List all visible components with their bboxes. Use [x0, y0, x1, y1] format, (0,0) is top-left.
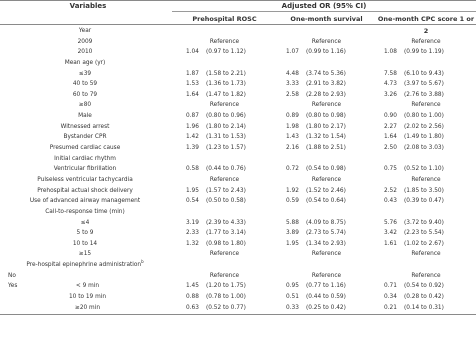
odds-ratio-value: 2.50 — [384, 145, 397, 152]
confidence-interval: (1.23 to 1.57) — [206, 145, 246, 152]
row-label-text: Pre-hospital epinephrine administration — [26, 262, 142, 269]
footnote-marker: b — [141, 259, 144, 265]
row-sublabel: ≥20 min — [74, 304, 100, 311]
confidence-interval: (0.28 to 0.42) — [404, 294, 444, 301]
row-label-text: Presumed cardiac cause — [49, 145, 121, 152]
odds-ratio-value: 1.07 — [286, 49, 299, 56]
odds-ratio-value: 2.58 — [286, 91, 299, 98]
row-label — [0, 79, 170, 90]
confidence-interval: (1.02 to 2.67) — [404, 240, 444, 247]
confidence-interval: (1.80 to 2.14) — [206, 123, 246, 130]
row-label — [0, 37, 170, 48]
confidence-interval: (0.54 to 0.98) — [306, 166, 346, 173]
confidence-interval: (1.57 to 2.43) — [206, 187, 246, 194]
row-label — [0, 239, 170, 250]
header-span-rule — [172, 11, 476, 12]
row-label-text: 5 to 9 — [76, 230, 94, 237]
confidence-interval: (2.28 to 2.93) — [306, 91, 346, 98]
confidence-interval: (3.74 to 5.36) — [306, 70, 346, 77]
table-row — [0, 132, 476, 143]
confidence-interval: (0.39 to 0.47) — [404, 198, 444, 205]
adjusted-or-header: Adjusted OR (95% CI) — [281, 2, 367, 10]
row-label-text: Male — [78, 113, 92, 120]
confidence-interval: (0.80 to 0.98) — [306, 113, 346, 120]
row-label-text: Ventricular fibrillation — [53, 166, 117, 173]
table-row — [0, 111, 476, 122]
confidence-interval: (2.02 to 2.56) — [404, 123, 444, 130]
odds-ratio-value: 1.98 — [286, 123, 299, 130]
confidence-interval: (2.73 to 5.74) — [306, 230, 346, 237]
odds-ratio-value: 2.27 — [384, 123, 397, 130]
confidence-interval: (1.34 to 2.93) — [306, 240, 346, 247]
confidence-interval: (2.23 to 5.54) — [404, 230, 444, 237]
row-label-text: 2009 — [77, 38, 93, 45]
table-row — [0, 249, 476, 260]
row-sublabel: < 9 min — [75, 283, 100, 290]
odds-ratio-value: 0.51 — [286, 294, 299, 301]
odds-ratio-value: 2.52 — [384, 187, 397, 194]
header-bottom-rule — [0, 24, 476, 25]
confidence-interval: (0.44 to 0.76) — [206, 166, 246, 173]
row-label — [0, 26, 170, 37]
table-row — [0, 26, 476, 37]
reference-label: Reference — [311, 176, 342, 183]
confidence-interval: (0.52 to 0.77) — [206, 304, 246, 311]
table-row — [0, 79, 476, 90]
reference-label: Reference — [209, 176, 240, 183]
odds-ratio-value: 1.04 — [186, 49, 199, 56]
confidence-interval: (1.36 to 1.73) — [206, 81, 246, 88]
row-label — [0, 143, 170, 154]
odds-ratio-value: 3.33 — [286, 81, 299, 88]
reference-label: Reference — [311, 251, 342, 258]
row-label — [0, 175, 170, 186]
row-label — [0, 249, 170, 260]
col-header-rosc: Prehospital ROSC — [192, 15, 257, 23]
table-row — [0, 164, 476, 175]
confidence-interval: (0.78 to 1.00) — [206, 294, 246, 301]
reference-label: Reference — [311, 272, 342, 279]
col-header-survival: One-month survival — [290, 15, 363, 23]
confidence-interval: (0.97 to 1.12) — [206, 49, 246, 56]
odds-ratio-value: 1.08 — [384, 49, 397, 56]
row-label-text: Mean age (yr) — [64, 59, 106, 66]
odds-ratio-value: 0.63 — [186, 304, 199, 311]
header-row-1 — [0, 1, 476, 12]
odds-ratio-value: 0.90 — [384, 113, 397, 120]
table-row — [0, 271, 476, 282]
odds-ratio-value: 1.92 — [286, 187, 299, 194]
row-label — [0, 122, 170, 133]
table-row — [0, 292, 476, 303]
confidence-interval: (2.08 to 3.03) — [404, 145, 444, 152]
odds-ratio-value: 1.53 — [186, 81, 199, 88]
odds-ratio-value: 2.16 — [286, 145, 299, 152]
odds-ratio-value: 1.61 — [384, 240, 397, 247]
odds-ratio-value: 0.75 — [384, 166, 397, 173]
reference-label: Reference — [411, 176, 441, 183]
confidence-interval: (0.25 to 0.42) — [306, 304, 346, 311]
odds-ratio-value: 1.39 — [186, 145, 199, 152]
row-label-text: Year — [78, 28, 92, 34]
row-label: No — [8, 272, 16, 279]
row-label — [0, 58, 170, 69]
table-row — [0, 58, 476, 69]
odds-ratio-value: 1.32 — [186, 240, 199, 247]
row-label-text: ≥15 — [78, 251, 92, 258]
odds-ratio-value: 0.71 — [384, 283, 397, 290]
row-label — [0, 111, 170, 122]
odds-ratio-value: 1.64 — [186, 91, 199, 98]
confidence-interval: (0.99 to 1.16) — [306, 49, 346, 56]
table-row — [0, 281, 476, 292]
reference-label: Reference — [411, 272, 441, 279]
reference-label: Reference — [411, 102, 441, 109]
confidence-interval: (1.58 to 2.21) — [206, 70, 246, 77]
table-row — [0, 143, 476, 154]
row-label — [0, 69, 170, 80]
confidence-interval: (0.54 to 0.92) — [404, 283, 444, 290]
odds-ratio-value: 0.33 — [286, 304, 299, 311]
table-row — [0, 122, 476, 133]
odds-ratio-value: 1.96 — [186, 123, 199, 130]
row-label — [0, 207, 170, 218]
confidence-interval: (0.80 to 0.96) — [206, 113, 246, 120]
confidence-interval: (0.99 to 1.19) — [404, 49, 444, 56]
odds-ratio-value: 1.95 — [186, 187, 199, 194]
row-label — [0, 100, 170, 111]
row-label-text: Pulseless ventricular tachycardia — [37, 176, 133, 183]
confidence-interval: (0.14 to 0.31) — [404, 304, 444, 311]
row-label — [0, 260, 170, 271]
odds-ratio-value: 0.34 — [384, 294, 397, 301]
odds-ratio-value: 3.42 — [384, 230, 397, 237]
reference-label: Reference — [311, 38, 342, 45]
reference-label: Reference — [209, 102, 240, 109]
confidence-interval: (1.88 to 2.51) — [306, 145, 346, 152]
confidence-interval: (1.85 to 3.50) — [404, 187, 444, 194]
confidence-interval: (6.10 to 9.43) — [404, 70, 444, 77]
confidence-interval: (2.91 to 3.82) — [306, 81, 346, 88]
odds-ratio-value: 0.58 — [186, 166, 199, 173]
table-body — [0, 26, 476, 313]
confidence-interval: (0.52 to 1.10) — [404, 166, 444, 173]
confidence-interval: (0.98 to 1.80) — [206, 240, 246, 247]
reference-label: Reference — [311, 102, 342, 109]
table-row — [0, 260, 476, 271]
row-label — [0, 218, 170, 229]
row-label — [0, 154, 170, 165]
row-label-text: Use of advanced airway management — [29, 198, 141, 205]
row-label-text: 60 to 79 — [72, 91, 98, 98]
row-label-text: 2010 — [77, 49, 93, 56]
odds-ratio-value: 7.58 — [384, 70, 397, 77]
table-row — [0, 100, 476, 111]
odds-ratio-value: 0.89 — [286, 113, 299, 120]
odds-ratio-value: 1.45 — [186, 283, 199, 290]
variables-header: Variables — [69, 2, 107, 10]
confidence-interval: (3.97 to 5.67) — [404, 81, 444, 88]
table-row — [0, 37, 476, 48]
odds-ratio-value: 0.87 — [186, 113, 199, 120]
row-label-text: Call-to-response time (min) — [45, 208, 125, 215]
confidence-interval: (1.77 to 3.14) — [206, 230, 246, 237]
row-label-text: 40 to 59 — [72, 81, 98, 88]
confidence-interval: (2.39 to 4.33) — [206, 219, 246, 226]
row-label-text: Witnessed arrest — [60, 123, 110, 130]
odds-ratio-value: 3.26 — [384, 91, 397, 98]
odds-ratio-value: 4.73 — [384, 81, 397, 88]
odds-ratio-value: 0.54 — [186, 198, 199, 205]
row-label — [0, 132, 170, 143]
row-label-text: Bystander CPR — [63, 134, 107, 141]
row-sublabel: 10 to 19 min — [68, 294, 107, 301]
table-row — [0, 69, 476, 80]
row-label — [0, 228, 170, 239]
row-label-text: ≥80 — [78, 102, 92, 109]
reference-label: Reference — [209, 272, 240, 279]
odds-ratio-value: 0.43 — [384, 198, 397, 205]
row-label — [0, 196, 170, 207]
row-label-text: Prehospital actual shock delivery — [37, 187, 133, 194]
row-label — [0, 186, 170, 197]
row-label-text: Initial cardiac rhythm — [54, 155, 116, 162]
table-row — [0, 303, 476, 314]
odds-ratio-value: 0.59 — [286, 198, 299, 205]
table-row — [0, 154, 476, 165]
confidence-interval: (2.76 to 3.88) — [404, 91, 444, 98]
confidence-interval: (1.52 to 2.46) — [306, 187, 346, 194]
confidence-interval: (0.77 to 1.16) — [306, 283, 346, 290]
row-label — [0, 90, 170, 101]
odds-ratio-value: 3.19 — [186, 219, 199, 226]
reference-label: Reference — [209, 251, 240, 258]
odds-ratio-value: 1.43 — [286, 134, 299, 141]
row-label-text: ≤39 — [78, 70, 92, 77]
odds-ratio-value: 0.21 — [384, 304, 397, 311]
table-row — [0, 90, 476, 101]
confidence-interval: (1.20 to 1.75) — [206, 283, 246, 290]
confidence-interval: (0.54 to 0.64) — [306, 198, 346, 205]
table-row — [0, 207, 476, 218]
reference-label: Reference — [411, 251, 441, 258]
table-row — [0, 47, 476, 58]
confidence-interval: (3.72 to 9.40) — [404, 219, 444, 226]
odds-ratio-value: 0.72 — [286, 166, 299, 173]
odds-ratio-value: 1.95 — [286, 240, 299, 247]
odds-ratio-value: 2.33 — [186, 230, 199, 237]
confidence-interval: (1.49 to 1.80) — [404, 134, 444, 141]
odds-ratio-value: 1.42 — [186, 134, 199, 141]
row-label: Yes — [8, 283, 18, 290]
odds-ratio-value: 5.76 — [384, 219, 397, 226]
table-row — [0, 218, 476, 229]
col-header-cpc: One-month CPC score 1 or 2 — [377, 15, 475, 35]
odds-ratio-value: 0.95 — [286, 283, 299, 290]
row-label — [0, 164, 170, 175]
table-row — [0, 186, 476, 197]
confidence-interval: (1.80 to 2.17) — [306, 123, 346, 130]
table-row — [0, 239, 476, 250]
confidence-interval: (0.50 to 0.58) — [206, 198, 246, 205]
confidence-interval: (1.31 to 1.53) — [206, 134, 246, 141]
reference-label: Reference — [411, 38, 441, 45]
row-label-text: 10 to 14 — [72, 240, 98, 247]
row-label — [0, 47, 170, 58]
odds-ratio-value: 4.48 — [286, 70, 299, 77]
confidence-interval: (0.80 to 1.00) — [404, 113, 444, 120]
confidence-interval: (4.09 to 8.75) — [306, 219, 346, 226]
odds-ratio-value: 1.64 — [384, 134, 397, 141]
reference-label: Reference — [209, 38, 240, 45]
table-row — [0, 175, 476, 186]
confidence-interval: (0.44 to 0.59) — [306, 294, 346, 301]
odds-ratio-value: 1.87 — [186, 70, 199, 77]
table-row — [0, 228, 476, 239]
table-bottom-rule — [0, 314, 476, 315]
odds-ratio-value: 5.88 — [286, 219, 299, 226]
confidence-interval: (1.32 to 1.54) — [306, 134, 346, 141]
odds-ratio-value: 0.88 — [186, 294, 199, 301]
row-label-text: ≤4 — [80, 219, 90, 226]
confidence-interval: (1.47 to 1.82) — [206, 91, 246, 98]
odds-ratio-value: 3.89 — [286, 230, 299, 237]
table-row — [0, 196, 476, 207]
